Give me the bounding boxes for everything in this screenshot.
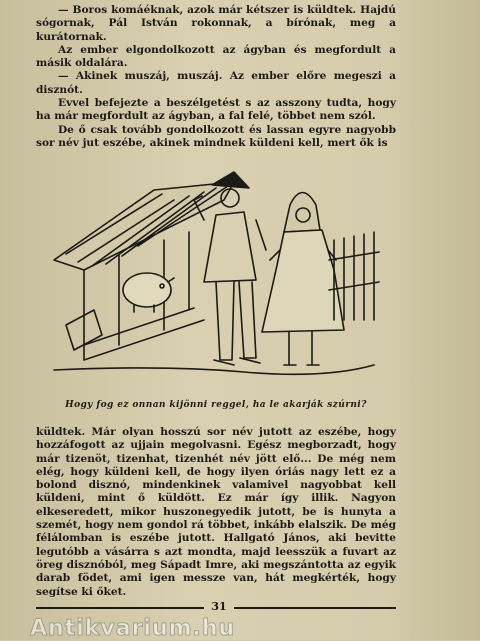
page-footer [36, 598, 396, 618]
watermark: Antikvarium.hu [30, 616, 236, 641]
footer-rule-right [234, 607, 396, 609]
footer-rule-left [36, 607, 204, 609]
paragraph: Evvel befejezte a beszélgetést s az asszony tudta, hogy ha már megfordult az ágyban, a fal felé, többet nem szól. [36, 97, 396, 123]
paragraph: — Boros komáéknak, azok már kétszer is küldtek. Hajdú sógornak, Pál István rokonnak, a bírónak, meg a kurátornak. [36, 4, 396, 43]
pig-sty-illustration [44, 160, 384, 390]
paragraph: Az ember elgondolkozott az ágyban és megfordult a másik oldalára. [36, 43, 396, 70]
bottom-text-block [36, 426, 396, 599]
paragraph: De ő csak tovább gondolkozott és lassan egyre nagyobb sor név jut eszébe, akinek mindnek küldeni kell, mert ők is [36, 123, 396, 149]
paragraph: küldtek. Már olyan hosszú sor név jutott az eszébe, hogy hozzáfogott az ujjain megolvasni. Egész megborzadt, hogy már tizenöt, tizenhat, tizenhét név jött elő... De még nem elég, hogy küldeni kell, de hogy ilyen óriás nagy lett ez a bolond disznó, mindenkinek valamivel nagyobbat kell küldeni, mint ő küldött. Ez már így illik. Nagyon elkeseredett, mikor huszonegyedik jutott, be is hunyta a szemét, hogy nem gondol rá többet, inkább elalszik. De még félálomban is eszébe jutott. Hallgató János, aki bevitte legutóbb a vásárra s azt mondta, majd leesszük a fuvart az öreg disznóból, meg Sápadt Imre, aki megszántotta az egyik darab födet, ami igen messze van, hát megkérték, hogy segítse ki őket. [36, 426, 396, 598]
top-text-block [36, 4, 396, 150]
paragraph: — Akinek muszáj, muszáj. Az ember előre megeszi a disznót. [36, 70, 396, 96]
figure-caption: Hogy fog ez onnan kijönni reggel, ha le akarják szúrni? [65, 400, 367, 410]
page-number: 31 [211, 600, 227, 613]
